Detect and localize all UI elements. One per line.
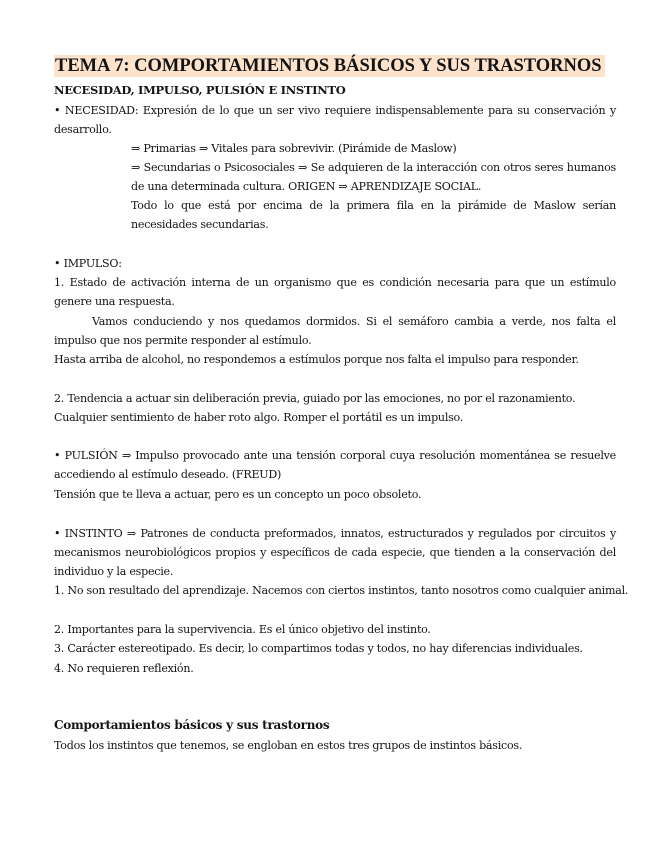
- instinto-point-2: 2. Importantes para la supervivencia. Es el único objetivo del instinto.: [54, 623, 431, 636]
- impulso-heading: • IMPULSO:: [54, 257, 122, 270]
- section-subtitle: NECESIDAD, IMPULSO, PULSIÓN E INSTINTO: [54, 83, 346, 97]
- necesidad-definition: • NECESIDAD: Expresión de lo que un ser vivo requiere indispensablemente para su conservación y desarrollo.: [54, 104, 616, 137]
- impulso-point-1: 1. Estado de activación interna de un organismo que es condición necesaria para que un estímulo genere una respuesta.: [54, 276, 616, 309]
- pulsion-definition: • PULSIÓN ⇒ Impulso provocado ante una tensión corporal cuya resolución momentánea se resuelve accediendo al estímulo deseado. (FREUD): [54, 449, 616, 482]
- instinto-point-1: 1. No son resultado del aprendizaje. Nacemos con ciertos instintos, tanto nosotros como cualquier animal.: [54, 584, 629, 597]
- section-text: Todos los instintos que tenemos, se engloban en estos tres grupos de instintos básicos.: [54, 739, 523, 752]
- instinto-point-3: 3. Carácter estereotipado. Es decir, lo compartimos todas y todos, no hay diferencias individuales.: [54, 642, 583, 655]
- instinto-definition: • INSTINTO ⇒ Patrones de conducta preformados, innatos, estructurados y regulados por circuitos y mecanismos neurobiológicos propios y específicos de cada especie, que tienden a la conservación del individuo y la especie.: [54, 527, 616, 579]
- impulso-example-2: Hasta arriba de alcohol, no respondemos a estímulos porque nos falta el impulso para responder.: [54, 353, 579, 366]
- impulso-example-3: Cualquier sentimiento de haber roto algo. Romper el portátil es un impulso.: [54, 411, 464, 424]
- document-title: TEMA 7: COMPORTAMIENTOS BÁSICOS Y SUS TRASTORNOS: [54, 55, 605, 77]
- section-heading: Comportamientos básicos y sus trastornos: [54, 718, 330, 732]
- necesidad-note: Todo lo que está por encima de la primera fila en la pirámide de Maslow serían necesidades secundarias.: [131, 199, 616, 232]
- instinto-point-4: 4. No requieren reflexión.: [54, 662, 194, 675]
- impulso-example-1: Vamos conduciendo y nos quedamos dormidos. Si el semáforo cambia a verde, nos falta el impulso que nos permite responder al estímulo.: [54, 315, 616, 348]
- impulso-point-2: 2. Tendencia a actuar sin deliberación previa, guiado por las emociones, no por el razonamiento.: [54, 392, 576, 405]
- necesidad-primarias: ⇒ Primarias ⇒ Vitales para sobrevivir. (Pirámide de Maslow): [131, 142, 457, 155]
- necesidad-secundarias: ⇒ Secundarias o Psicosociales ⇒ Se adquieren de la interacción con otros seres humanos de una determinada cultura. ORIGEN ⇒ APRENDIZAJE SOCIAL.: [131, 161, 616, 194]
- pulsion-note: Tensión que te lleva a actuar, pero es un concepto un poco obsoleto.: [54, 488, 422, 501]
